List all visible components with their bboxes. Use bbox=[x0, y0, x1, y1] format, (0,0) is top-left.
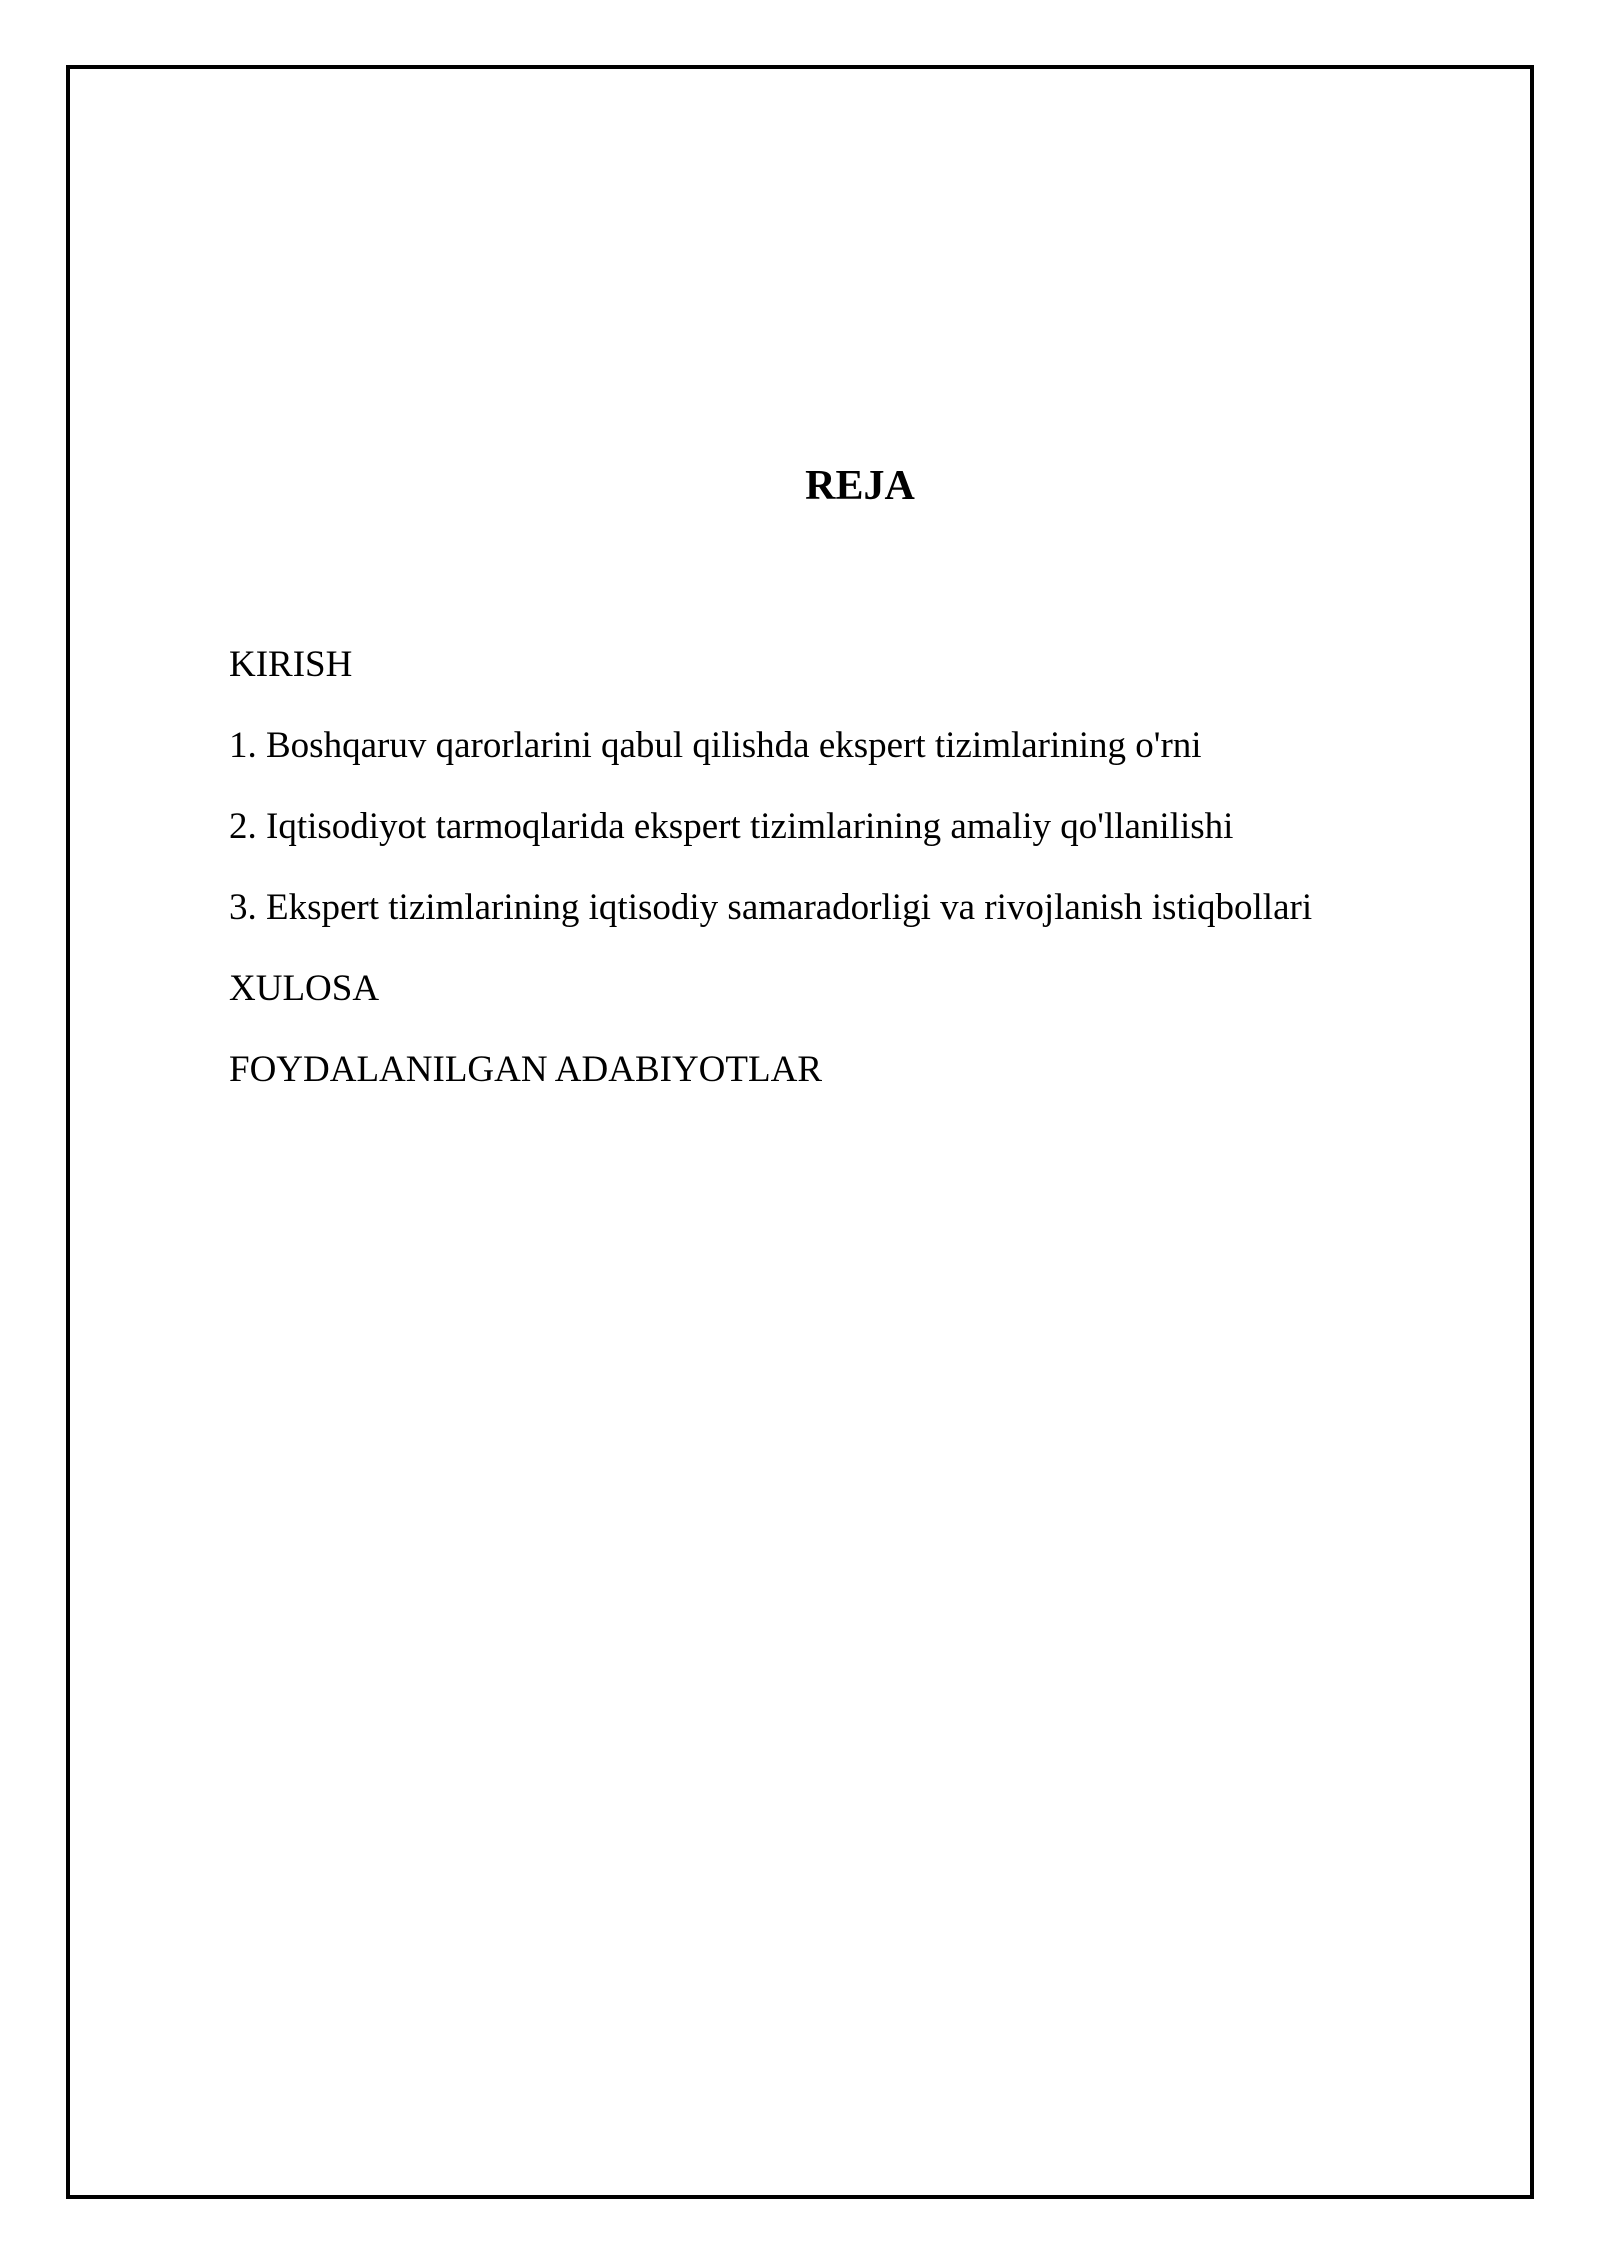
page-title: REJA bbox=[805, 463, 915, 509]
table-of-contents bbox=[229, 639, 1312, 1125]
toc-item-section-2: 2. Iqtisodiyot tarmoqlarida ekspert tizimlarining amaliy qo'llanilishi bbox=[229, 806, 1234, 847]
toc-item-conclusion: XULOSA bbox=[229, 968, 380, 1009]
toc-item-references: FOYDALANILGAN ADABIYOTLAR bbox=[229, 1049, 822, 1090]
toc-item-section-1: 1. Boshqaruv qarorlarini qabul qilishda ekspert tizimlarining o'rni bbox=[229, 725, 1202, 766]
page-border bbox=[66, 65, 1534, 2199]
toc-item-section-3: 3. Ekspert tizimlarining iqtisodiy samaradorligi va rivojlanish istiqbollari bbox=[229, 887, 1313, 928]
toc-item-introduction: KIRISH bbox=[229, 644, 353, 685]
